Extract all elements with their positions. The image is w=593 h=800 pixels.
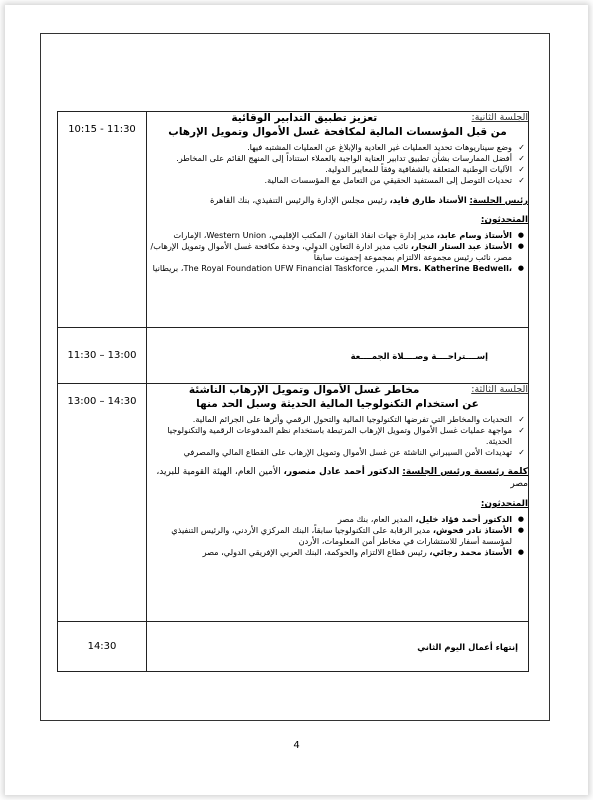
session-content: [147, 384, 529, 622]
speaker-role: المدير، The Royal Foundation UFW Financial Taskforce، بريطانيا: [152, 263, 399, 273]
speaker-name: الدكتور أحمد فؤاد خليل،: [415, 514, 512, 524]
break-time: 11:30 – 13:00: [58, 328, 147, 384]
topic-list: [147, 414, 528, 458]
speakers-heading: المتحدثون:: [480, 499, 528, 509]
session-title: تعزيز تطبيق التدابير الوقائية: [231, 112, 378, 124]
break-row: [58, 328, 529, 384]
list-item: [147, 547, 512, 558]
end-text: إنتهاء أعمال اليوم الثاني: [147, 622, 529, 672]
session-content: [147, 112, 529, 328]
list-item: ✓ أفضل الممارسات بشأن تطبيق تدابير العناية الواجبة بالعملاء استناداً إلى المنهج القائم على المخاطر.: [147, 153, 512, 164]
speaker-name: الأستاذ محمد رجائي،: [429, 547, 512, 557]
speaker-name: الأستاذ عبد الستار النجار،: [410, 241, 512, 251]
session-chair: [147, 466, 528, 490]
speaker-name: الأستاذ نادر قحوش،: [432, 525, 512, 535]
speaker-name: Mrs. Katherine Bedwell،: [401, 263, 512, 273]
schedule-table: [57, 111, 529, 672]
list-item: [147, 525, 512, 547]
session-row: [58, 112, 529, 328]
speaker-role: نائب مدير ادارة التعاون الدولي، وحدة مكافحة غسل الأموال وتمويل الإرهاب/ مصر، نائب رئيس مجموعة الالتزام بمجموعة إجمونت سابقاً: [150, 241, 512, 262]
list-item: [147, 263, 512, 274]
session-chair: [147, 194, 528, 206]
end-time: 14:30: [58, 622, 147, 672]
session-title: مخاطر غسل الأموال وتمويل الإرهاب الناشئة: [188, 384, 420, 396]
list-item: ✓ مواجهة عمليات غسل الأموال وتمويل الإرهاب المرتبطة باستخدام نظم المدفوعات الرقمية والتكنولوجيا الحديثة.: [147, 425, 512, 447]
list-item: ✓ وضع سيناريوهات تحديد العمليات غير العادية والإبلاغ عن العمليات المشتبه فيها.: [147, 142, 512, 153]
end-row: [58, 622, 529, 672]
chair-name: الدكتور أحمد عادل منصور،: [283, 467, 400, 477]
chair-label: كلمة رئيسية ورئيس الجلسة:: [402, 467, 528, 477]
session-subtitle: من قبل المؤسسات المالية لمكافحة غسل الأموال وتمويل الإرهاب: [168, 126, 507, 138]
session-row: [58, 384, 529, 622]
speaker-role: مدير إدارة جهات انفاذ القانون / المكتب الإقليمي، Western Union، الإمارات: [173, 230, 435, 240]
break-text: إســــتراحــــة وصــــلاة الجمــــعة: [147, 328, 529, 384]
page-number: 4: [293, 740, 300, 751]
speaker-list: [147, 230, 528, 274]
chair-label: رئيس الجلسة:: [469, 195, 528, 205]
list-item: [147, 241, 512, 263]
speaker-role: المدير العام، بنك مصر: [337, 514, 413, 524]
speaker-name: الأستاذ وسام عابد،: [436, 230, 512, 240]
session-time: 10:15 - 11:30: [58, 112, 147, 328]
chair-role: الأمين العام، الهيئة القومية للبريد، مصر: [156, 467, 528, 489]
topic-list: [147, 142, 528, 186]
list-item: ✓ الآليات الوطنية المتعلقة بالشفافية وفقاً للمعايير الدولية.: [147, 164, 512, 175]
session-label: الجلسة الثانية:: [471, 112, 528, 123]
chair-name: الأستاذ طارق فايد،: [389, 195, 467, 205]
speaker-list: [147, 514, 528, 558]
list-item: ✓ التحديات والمخاطر التي تفرضها التكنولوجيا المالية والتحول الرقمي وأثرها على الجرائم المالية.: [147, 414, 512, 425]
chair-role: رئيس مجلس الإدارة والرئيس التنفيذي، بنك القاهرة: [209, 195, 387, 205]
speaker-role: رئيس قطاع الالتزام والحوكمة، البنك العربي الإفريقي الدولي، مصر: [202, 547, 427, 557]
list-item: ✓ تهديدات الأمن السيبراني الناشئة عن غسل الأموال وتمويل الإرهاب على القطاع المالي والمصرفي: [147, 447, 512, 458]
session-label: الجلسة الثالثة:: [471, 384, 528, 395]
speakers-heading: المتحدثون:: [480, 215, 528, 225]
list-item: ✓ تحديات التوصل إلى المستفيد الحقيقي من التعامل مع المؤسسات المالية.: [147, 175, 512, 186]
session-subtitle: عن استخدام التكنولوجيا المالية الحديثة وسبل الحد منها: [196, 398, 479, 410]
list-item: [147, 230, 512, 241]
session-time: 13:00 – 14:30: [58, 384, 147, 622]
list-item: [147, 514, 512, 525]
speaker-role: مدير الرقابة على التكنولوجيا سابقاً، البنك المركزي الأردني، والرئيس التنفيذي لمؤسسة أسفار للاستشارات في مخاطر أمن المعلومات، الأردن: [171, 525, 512, 546]
